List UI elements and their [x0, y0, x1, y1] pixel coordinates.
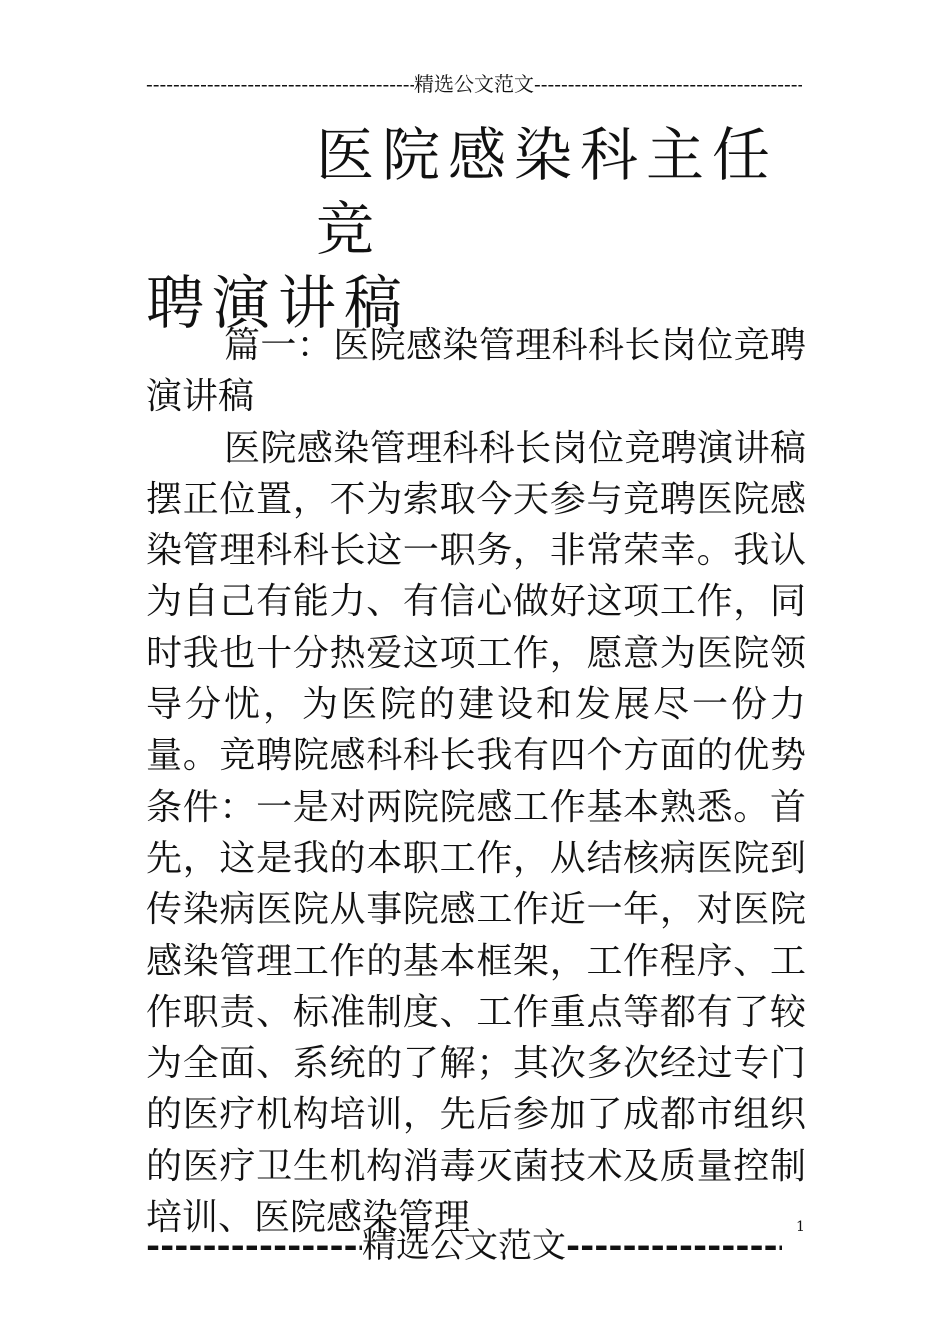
footer-dash-left	[146, 1222, 362, 1270]
footer-dash-right	[566, 1222, 782, 1270]
header-dash-right	[534, 70, 802, 98]
document-body	[146, 320, 806, 1243]
page-header	[146, 70, 802, 98]
title-line-1: 医院感染科主任竞	[316, 121, 779, 263]
title-line-2: 聘演讲稿	[146, 269, 411, 337]
page-footer	[146, 1222, 782, 1270]
body-paragraph: 医院感染管理科科长岗位竞聘演讲稿摆正位置，不为索取今天参与竞聘医院感染管理科科长这一职务，非常荣幸。我认为自己有能力、有信心做好这项工作，同时我也十分热爱这项工作，愿意为医院领导分忧，为医院的建设和发展尽一份力量。竞聘院感科科长我有四个方面的优势条件：一是对两院院感工作基本熟悉。首先，这是我的本职工作，从结核病医院到传染病医院从事院感工作近一年，对医院感染管理工作的基本框架，工作程序、工作职责、标准制度、工作重点等都有了较为全面、系统的了解；其次多次经过专门的医疗机构培训，先后参加了成都市组织的医疗卫生机构消毒灭菌技术及质量控制培训、医院感染管理	[146, 427, 806, 1239]
page-number: 1	[796, 1219, 805, 1235]
document-title	[146, 118, 806, 340]
header-label: 精选公文范文	[414, 72, 534, 96]
header-dash-left	[146, 70, 414, 98]
footer-label: 精选公文范文	[362, 1226, 566, 1266]
section-heading: 篇一：医院感染管理科科长岗位竞聘演讲稿	[146, 325, 806, 418]
